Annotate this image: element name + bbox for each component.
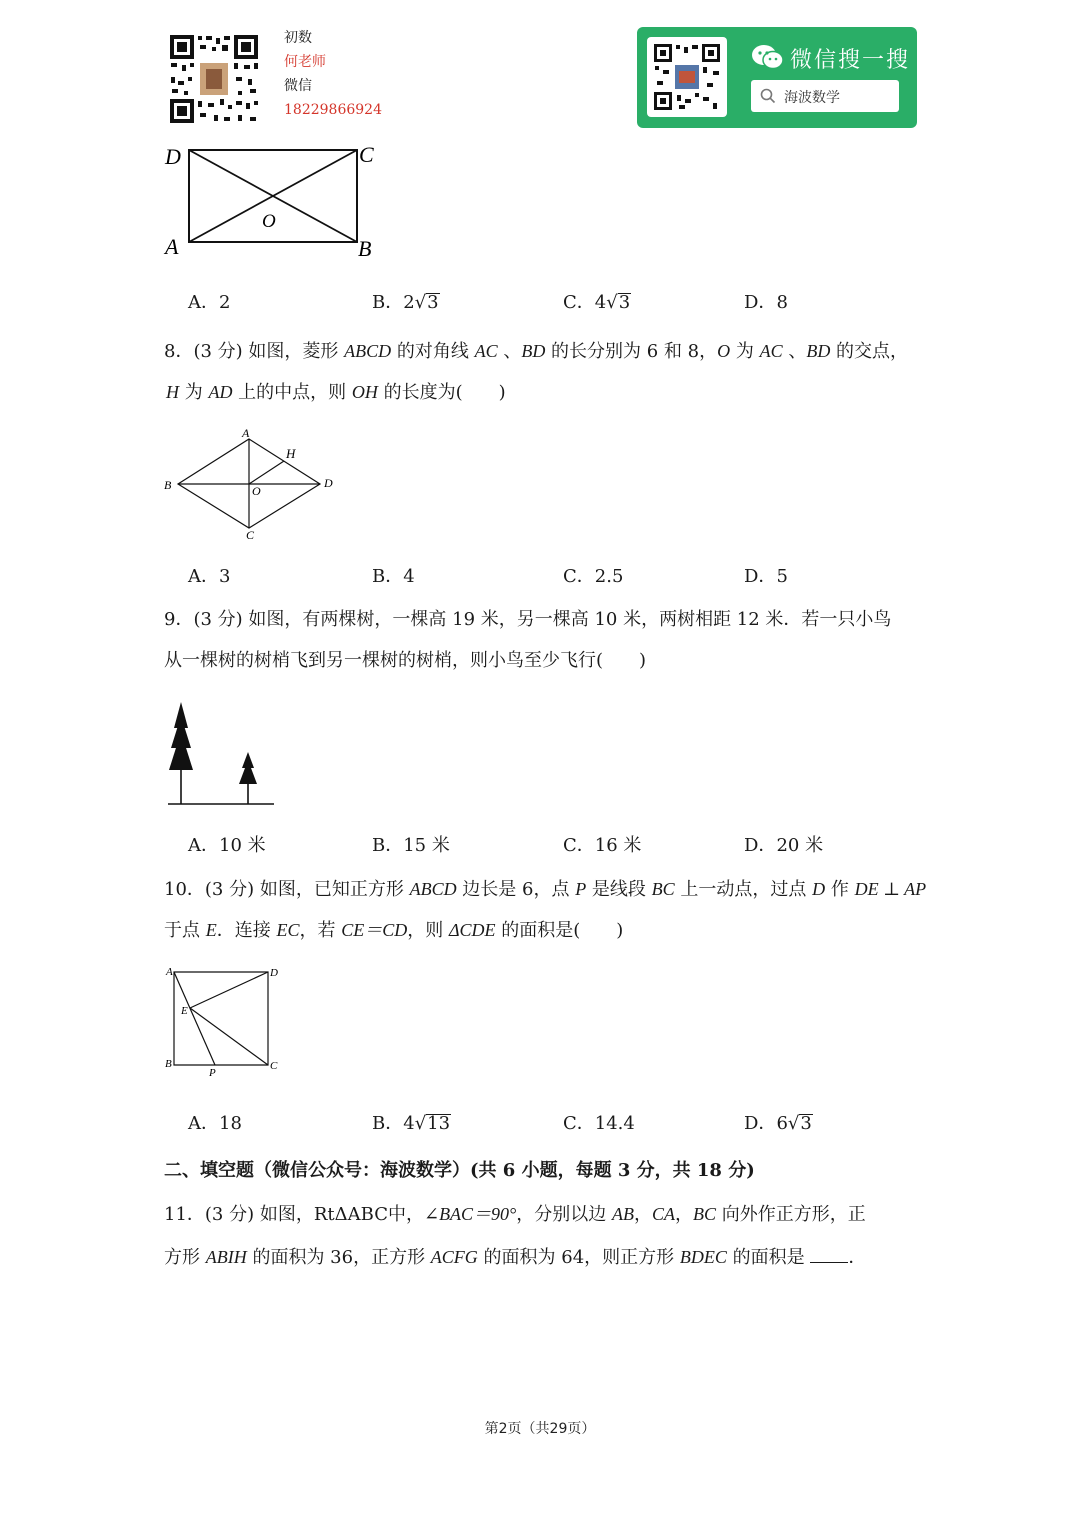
search-icon: [760, 88, 776, 104]
option-letter: C．: [563, 292, 595, 313]
q8-label-c: C: [246, 528, 255, 542]
q10-label-e: E: [181, 1005, 188, 1017]
sqrt-sign-icon: √: [606, 292, 618, 313]
q8-label-a: A: [242, 426, 250, 440]
tall-tree-icon: [169, 702, 193, 804]
sqrt-sign-icon: √: [414, 1113, 427, 1134]
q8-label-h: H: [286, 446, 296, 461]
q7-label-a: A: [165, 234, 179, 259]
option-value: 2: [219, 292, 231, 313]
wechat-search-card[interactable]: [637, 27, 917, 128]
option-coef: 4: [594, 292, 607, 313]
q8-label-d: D: [324, 476, 333, 490]
wechat-search-title: 微信搜一搜: [790, 48, 911, 73]
sqrt-sign-icon: √: [414, 292, 427, 313]
option-radicand: 3: [618, 292, 631, 313]
q7-option-c[interactable]: [563, 290, 631, 316]
option-letter: D．: [744, 292, 777, 313]
q10-label-a: A: [166, 966, 173, 978]
section2-heading: 二、填空题（微信公众号：海波数学）(共 6 小题，每题 3 分，共 18 分): [164, 1160, 755, 1181]
q10-option-c[interactable]: C．14.4: [563, 1113, 635, 1134]
q8-option-a[interactable]: A．3: [188, 566, 231, 587]
sqrt-sign-icon: √: [787, 1113, 800, 1134]
q9-option-d[interactable]: D．20 米: [744, 835, 824, 856]
q9-trees-figure: [160, 698, 280, 810]
wechat-qr-code: [647, 37, 727, 117]
q8-stem-line1: 8．(3 分) 如图，菱形 ABCD 的对角线 AC 、BD 的长分别为 6 和 8，O 为 AC 、BD 的交点，: [164, 341, 909, 362]
answer-blank[interactable]: [810, 1244, 848, 1263]
option-coef: 2: [403, 292, 415, 313]
q10-option-b[interactable]: B．4√13: [372, 1113, 451, 1134]
q7-option-b[interactable]: [372, 290, 440, 316]
q8-label-o: O: [252, 484, 261, 498]
q10-stem-line2: 于点 E．连接 EC，若 CE＝CD，则 ΔCDE 的面积是( ): [164, 920, 624, 941]
q8-rhombus-figure: [160, 425, 340, 545]
q10-label-d: D: [270, 967, 278, 979]
q10-label-b: B: [165, 1058, 172, 1070]
wechat-search-box[interactable]: [751, 80, 899, 112]
q8-option-d[interactable]: D．5: [744, 566, 788, 587]
q9-option-a[interactable]: A．10 米: [188, 835, 266, 856]
q10-label-c: C: [270, 1060, 278, 1072]
q7-label-o: O: [262, 211, 276, 232]
header-wechat-label: 微信: [284, 78, 312, 94]
q7-rectangle-figure: [160, 140, 390, 265]
q11-stem-line2: 方形 ABIH 的面积为 36，正方形 ACFG 的面积为 64，则正方形 BDEC 的面积是 ．: [164, 1244, 866, 1271]
page-footer: 第2页（共29页）: [484, 1421, 596, 1437]
q11-stem-line1: 11．(3 分) 如图，RtΔABC中，∠BAC＝90°，分别以边 AB，CA，BC 向外作正方形，正: [164, 1204, 866, 1225]
q9-stem-line1: 9．(3 分) 如图，有两棵树，一棵高 19 米，另一棵高 10 米，两树相距 12 米．若一只小鸟: [164, 609, 892, 630]
q9-option-c[interactable]: C．16 米: [563, 835, 642, 856]
option-letter: A．: [188, 292, 219, 313]
q10-square-figure: [160, 962, 290, 1080]
wechat-search-text: 海波数学: [784, 90, 840, 106]
q7-label-b: B: [358, 236, 372, 261]
option-radicand: 3: [427, 292, 439, 313]
qr-code-icon: [653, 43, 721, 111]
option-value: 8: [776, 292, 788, 313]
q10-stem-line1: 10．(3 分) 如图，已知正方形 ABCD 边长是 6，点 P 是线段 BC 上一动点，过点 D 作 DE ⊥ AP: [164, 879, 927, 900]
header-phone: 18229866924: [284, 102, 382, 118]
q7-label-d: D: [165, 144, 181, 169]
header-teacher: 何老师: [284, 54, 326, 70]
q8-option-c[interactable]: C．2.5: [563, 566, 624, 587]
q10-option-a[interactable]: A．18: [188, 1113, 242, 1134]
q7-option-d[interactable]: [744, 290, 788, 316]
short-tree-icon: [239, 752, 257, 804]
q7-label-c: C: [359, 142, 374, 167]
q8-stem-line2: H 为 AD 上的中点，则 OH 的长度为( ): [166, 382, 506, 403]
q7-option-a[interactable]: [188, 290, 230, 316]
q10-option-d[interactable]: D．6√3: [744, 1113, 812, 1134]
option-letter: B．: [372, 292, 404, 313]
q10-label-p: P: [209, 1067, 216, 1079]
q9-stem-line2: 从一棵树的树梢飞到另一棵树的树梢，则小鸟至少飞行( ): [164, 650, 647, 671]
wechat-logo-icon: [751, 43, 785, 71]
q9-option-b[interactable]: B．15 米: [372, 835, 450, 856]
q8-option-b[interactable]: B．4: [372, 566, 415, 587]
qr-code-icon: [168, 33, 260, 125]
header-subject: 初数: [284, 30, 312, 46]
q8-label-b: B: [164, 478, 172, 492]
